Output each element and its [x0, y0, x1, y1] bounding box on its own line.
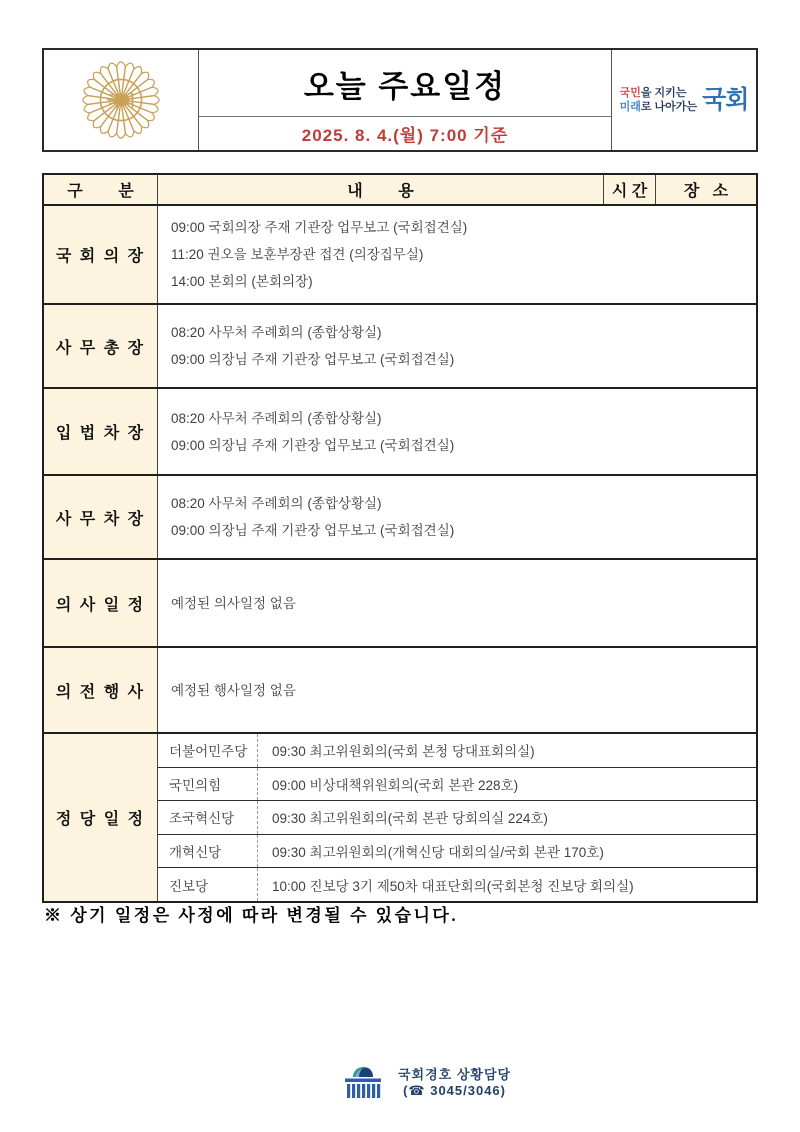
schedule-table — [42, 173, 758, 903]
party-schedule: 10:00 진보당 3기 제50차 대표단회의(국회본청 진보당 회의실) — [272, 878, 634, 894]
schedule-line: 09:00 의장님 주재 기관장 업무보고 (국회접견실) — [171, 523, 455, 538]
col-header-place: 장 소 — [683, 183, 729, 200]
table-header-row — [44, 175, 756, 206]
assembly-emblem-icon — [72, 51, 170, 149]
table-row — [44, 206, 756, 305]
schedule-line: 09:00 국회의장 주재 기관장 업무보고 (국회접견실) — [171, 220, 468, 235]
footer-logo-group — [338, 1064, 511, 1102]
table-row — [44, 389, 756, 476]
assembly-wordmark-icon: 국회 — [702, 85, 749, 114]
schedule-line: 11:20 권오을 보훈부장관 접견 (의장집무실) — [171, 247, 424, 262]
asof-date: 2025. 8. 4.(월) 7:00 기준 — [199, 116, 611, 150]
party-schedule: 09:30 최고위원회의(국회 본청 당대표회의실) — [272, 744, 535, 760]
table-row — [44, 476, 756, 560]
slogan-line1-accent: 국민 — [619, 87, 641, 99]
party-row — [158, 835, 756, 869]
party-name: 더불어민주당 — [158, 734, 258, 767]
schedule-line: 08:20 사무처 주례회의 (종합상황실) — [171, 496, 382, 511]
schedule-line: 예정된 의사일정 없음 — [171, 595, 296, 611]
party-row — [158, 868, 756, 901]
row-content — [158, 560, 756, 646]
row-content — [158, 305, 756, 387]
row-content — [158, 389, 756, 474]
table-row — [44, 560, 756, 648]
schedule-line: 08:20 사무처 주례회의 (종합상황실) — [171, 325, 382, 340]
slogan-text — [620, 86, 697, 114]
party-row — [158, 768, 756, 802]
schedule-line: 09:00 의장님 주재 기관장 업무보고 (국회접견실) — [171, 352, 455, 367]
emblem-cell — [44, 50, 199, 150]
party-schedule-block — [158, 734, 756, 901]
header-banner — [42, 48, 758, 152]
col-header-content: 내 용 — [158, 175, 604, 204]
party-name: 조국혁신당 — [158, 801, 258, 834]
row-content — [158, 476, 756, 558]
table-row-parties — [44, 734, 756, 901]
row-category: 사 무 차 장 — [44, 476, 158, 558]
footer-org-name: 국회경호 상황담당 — [398, 1067, 512, 1082]
party-schedule: 09:30 최고위원회의(국회 본관 당회의실 224호) — [272, 811, 548, 827]
footer-contact — [398, 1067, 511, 1099]
party-schedule: 09:00 비상대책위원회의(국회 본관 228호) — [272, 777, 519, 793]
party-schedule: 09:30 최고위원회의(개혁신당 대회의실/국회 본관 170호) — [272, 844, 604, 860]
row-category: 의 전 행 사 — [44, 648, 158, 732]
row-category: 사 무 총 장 — [44, 305, 158, 387]
party-row — [158, 734, 756, 768]
slogan-cell — [612, 50, 756, 150]
row-content — [158, 206, 756, 303]
title-cell — [199, 50, 612, 150]
slogan-line1-rest: 을 지키는 — [640, 87, 687, 99]
slogan-line2-rest: 로 나아가는 — [640, 101, 698, 113]
party-row — [158, 801, 756, 835]
col-header-time: 시 간 — [604, 175, 656, 204]
schedule-line: 08:20 사무처 주례회의 (종합상황실) — [171, 410, 382, 426]
slogan-line2-accent: 미래 — [619, 101, 641, 113]
row-content — [158, 648, 756, 732]
page-title: 오늘 주요일정 — [303, 68, 507, 104]
schedule-line: 09:00 의장님 주재 기관장 업무보고 (국회접견실) — [171, 437, 455, 453]
schedule-line: 예정된 행사일정 없음 — [171, 682, 296, 698]
assembly-building-icon — [338, 1064, 388, 1102]
party-name: 개혁신당 — [158, 835, 258, 868]
col-header-category: 구 분 — [44, 175, 158, 204]
party-name: 국민의힘 — [158, 768, 258, 801]
emblem-text: 국회 — [106, 93, 136, 110]
row-category: 국 회 의 장 — [44, 206, 158, 303]
table-row — [44, 305, 756, 389]
row-category: 입 법 차 장 — [44, 389, 158, 474]
party-name: 진보당 — [158, 868, 258, 901]
row-category: 정 당 일 정 — [44, 734, 158, 901]
change-notice: ※ 상기 일정은 사정에 따라 변경될 수 있습니다. — [44, 906, 459, 925]
footer-phone: (☎ 3045/3046) — [403, 1083, 506, 1098]
row-category: 의 사 일 정 — [44, 560, 158, 646]
schedule-line: 14:00 본회의 (본회의장) — [171, 274, 313, 289]
table-row — [44, 648, 756, 734]
